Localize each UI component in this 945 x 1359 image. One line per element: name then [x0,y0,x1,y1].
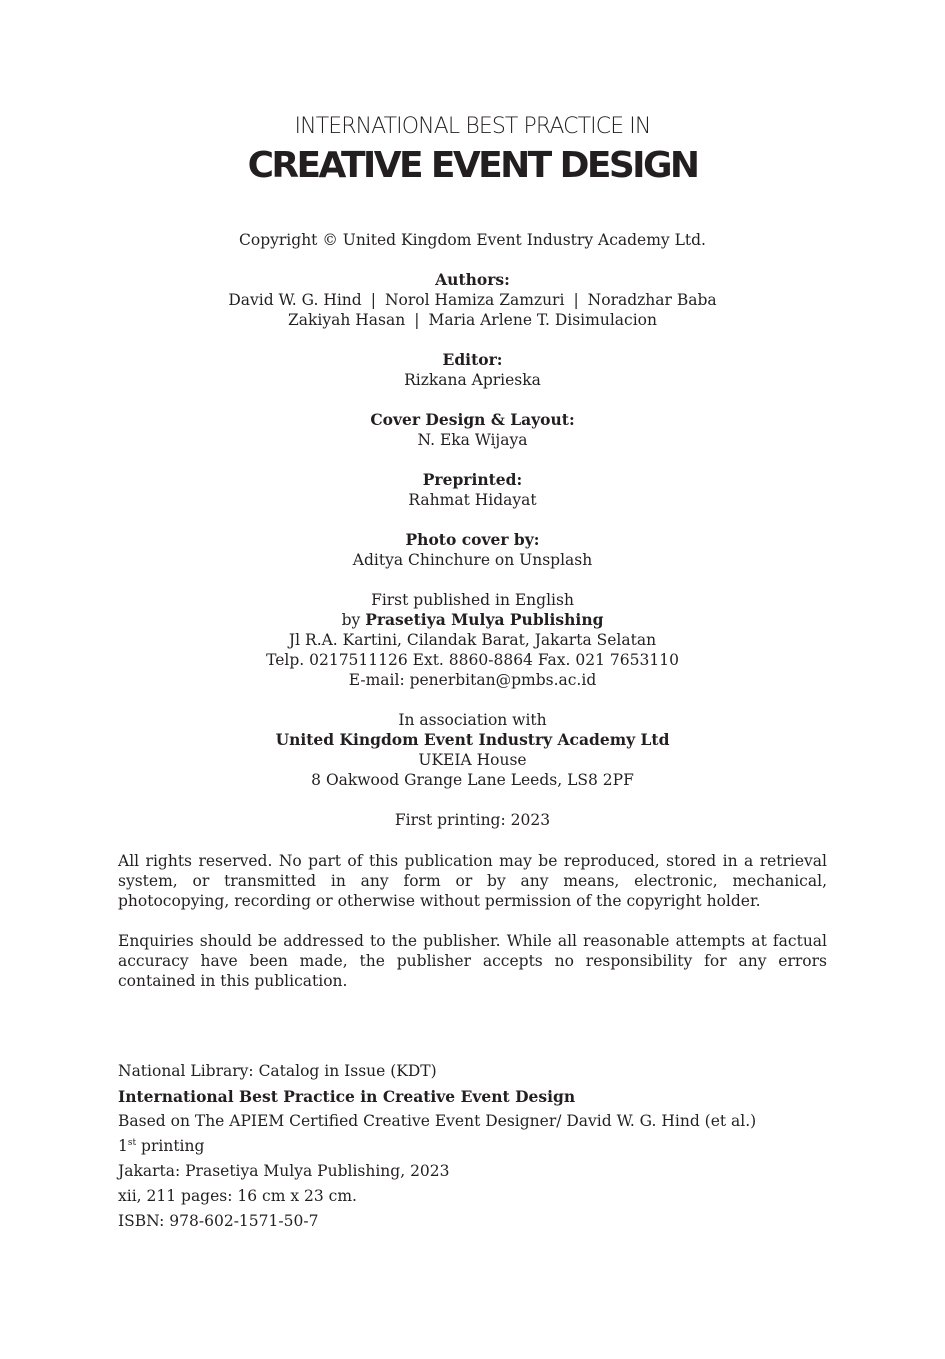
printing-suffix: st [127,1138,137,1148]
book-title-line2: CREATIVE EVENT DESIGN [247,145,698,186]
cover-design-label: Cover Design & Layout: [370,410,575,429]
printing-word: printing [136,1137,205,1155]
publisher-name: Prasetiya Mulya Publishing [365,610,604,629]
author-separator: | [414,311,420,329]
credits-block [0,230,945,830]
catalog-heading: National Library: Catalog in Issue (KDT) [118,1062,437,1080]
photo-cover-name: Aditya Chinchure on Unsplash [352,551,593,569]
cover-design-name: N. Eka Wijaya [417,431,528,449]
association-intro: In association with [398,711,547,729]
enquiries-paragraph: Enquiries should be addressed to the publisher. While all reasonable attempts at factual accuracy have been made, the publisher accepts no responsibility for any errors contained in this publication. [118,932,827,990]
copyright-line: Copyright © United Kingdom Event Industry Academy Ltd. [239,231,706,249]
author-name: Noradzhar Baba [587,291,717,309]
publisher-address: Jl R.A. Kartini, Cilandak Barat, Jakarta Selatan [288,631,657,649]
editor-name: Rizkana Aprieska [404,371,541,389]
publisher-by: by [341,611,361,629]
author-name: Zakiyah Hasan [288,311,406,329]
printing-number: 1 [118,1137,128,1155]
publisher-line [0,610,945,630]
author-separator: | [370,291,376,309]
author-name: Maria Arlene T. Disimulacion [428,311,657,329]
first-printing: First printing: 2023 [394,811,551,829]
editor-label: Editor: [442,350,503,369]
catalog-isbn: ISBN: 978-602-1571-50-7 [118,1212,319,1230]
photo-cover-label: Photo cover by: [405,530,540,549]
authors-row-2 [0,310,945,330]
association-house: UKEIA House [418,751,527,769]
author-separator: | [573,291,579,309]
catalog-publisher: Jakarta: Prasetiya Mulya Publishing, 2023 [118,1162,450,1180]
rights-paragraph: All rights reserved. No part of this publication may be reproduced, stored in a retrieval system, or transmitted in any form or by any means, electronic, mechanical, photocopying, recording or otherwise without permission of the copyright holder. [118,852,827,910]
preprinted-label: Preprinted: [422,470,523,489]
publisher-email: E-mail: penerbitan@pmbs.ac.id [348,671,597,689]
author-name: David W. G. Hind [228,291,362,309]
preprinted-name: Rahmat Hidayat [408,491,537,509]
catalog-in-issue [118,1059,858,1234]
authors-row-1 [0,290,945,310]
publisher-phone: Telp. 0217511126 Ext. 8860-8864 Fax. 021 7653110 [266,651,679,669]
catalog-basis: Based on The APIEM Certified Creative Event Designer/ David W. G. Hind (et al.) [118,1112,757,1130]
book-title-line1: INTERNATIONAL BEST PRACTICE IN [294,114,651,139]
catalog-title: International Best Practice in Creative Event Design [118,1087,576,1106]
author-name: Norol Hamiza Zamzuri [384,291,565,309]
catalog-pages: xii, 211 pages: 16 cm x 23 cm. [118,1187,357,1205]
publisher-intro: First published in English [371,591,574,609]
association-name: United Kingdom Event Industry Academy Ltd [275,730,670,749]
association-address: 8 Oakwood Grange Lane Leeds, LS8 2PF [311,771,634,789]
catalog-printing [118,1134,858,1159]
authors-label: Authors: [435,270,510,289]
